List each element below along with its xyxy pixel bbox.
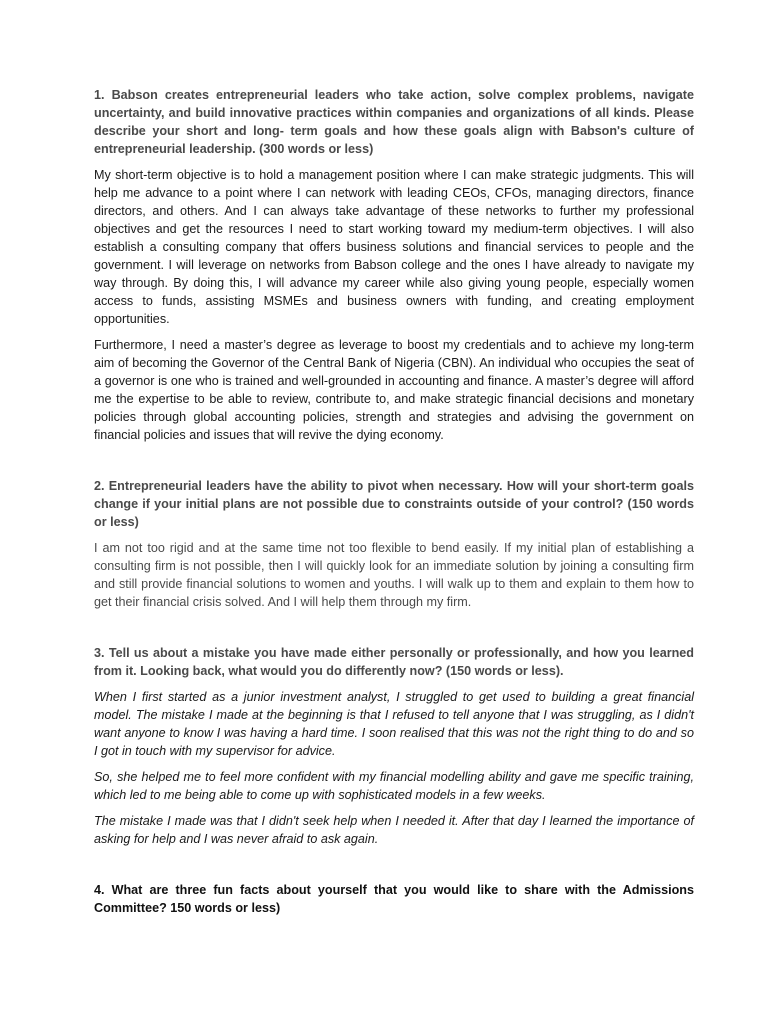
answer-2-paragraph-1: I am not too rigid and at the same time not too flexible to bend easily. If my initial plan of establishing a consulting firm is not possible, then I will quickly look for an immediate solution by joining a consulting firm and still provide financial solutions to women and youths. I will walk up to them and explain to them how to get their financial crisis solved. And I will help them through my firm. bbox=[94, 541, 694, 609]
question-2: 2. Entrepreneurial leaders have the ability to pivot when necessary. How will your short-term goals change if your initial plans are not possible due to constraints outside of your control? (150 words or less) bbox=[94, 479, 694, 529]
answer-1-paragraph-2: Furthermore, I need a master’s degree as leverage to boost my credentials and to achieve my long-term aim of becoming the Governor of the Central Bank of Nigeria (CBN). An individual who occupies the seat of a governor is one who is trained and well-grounded in accounting and finance. A master’s degree will afford me the expertise to be able to review, contribute to, and make strategic financial decisions and monetary policies through global accounting policies, strength and strategies and advising the government on financial policies and issues that will revive the dying economy. bbox=[94, 338, 694, 442]
answer-3-paragraph-3: The mistake I made was that I didn't seek help when I needed it. After that day I learned the importance of asking for help and I was never afraid to ask again. bbox=[94, 814, 694, 846]
answer-3-paragraph-2: So, she helped me to feel more confident with my financial modelling ability and gave me specific training, which led to me being able to come up with sophisticated models in a few weeks. bbox=[94, 770, 694, 802]
question-4: 4. What are three fun facts about yourself that you would like to share with the Admissions Committee? 150 words or less) bbox=[94, 883, 694, 915]
answer-1-paragraph-1: My short-term objective is to hold a management position where I can make strategic judgments. This will help me advance to a point where I can network with leading CEOs, CFOs, managing directors, finance directors, and others. And I can always take advantage of these networks to further my professional objectives and get the resources I need to start working toward my medium-term objectives. I will also establish a consulting company that offers business solutions and financial services to people and the government. I will leverage on networks from Babson college and the ones I have already to navigate my way through. By doing this, I will advance my career while also giving young people, especially women access to funds, assisting MSMEs and business owners with funding, and creating employment opportunities. bbox=[94, 168, 694, 326]
answer-3-paragraph-1: When I first started as a junior investment analyst, I struggled to get used to building a great financial model. The mistake I made at the beginning is that I refused to tell anyone that I was struggling, as I didn't want anyone to know I was having a hard time. I soon realised that this was not the right thing to do and so I got in touch with my supervisor for advice. bbox=[94, 690, 694, 758]
question-1: 1. Babson creates entrepreneurial leaders who take action, solve complex problems, navigate uncertainty, and build innovative practices within companies and organizations of all kinds. Please describe your short and long- term goals and how these goals align with Babson's culture of entrepreneurial leadership. (300 words or less) bbox=[94, 88, 694, 156]
question-3: 3. Tell us about a mistake you have made either personally or professionally, and how you learned from it. Looking back, what would you do differently now? (150 words or less). bbox=[94, 646, 694, 678]
